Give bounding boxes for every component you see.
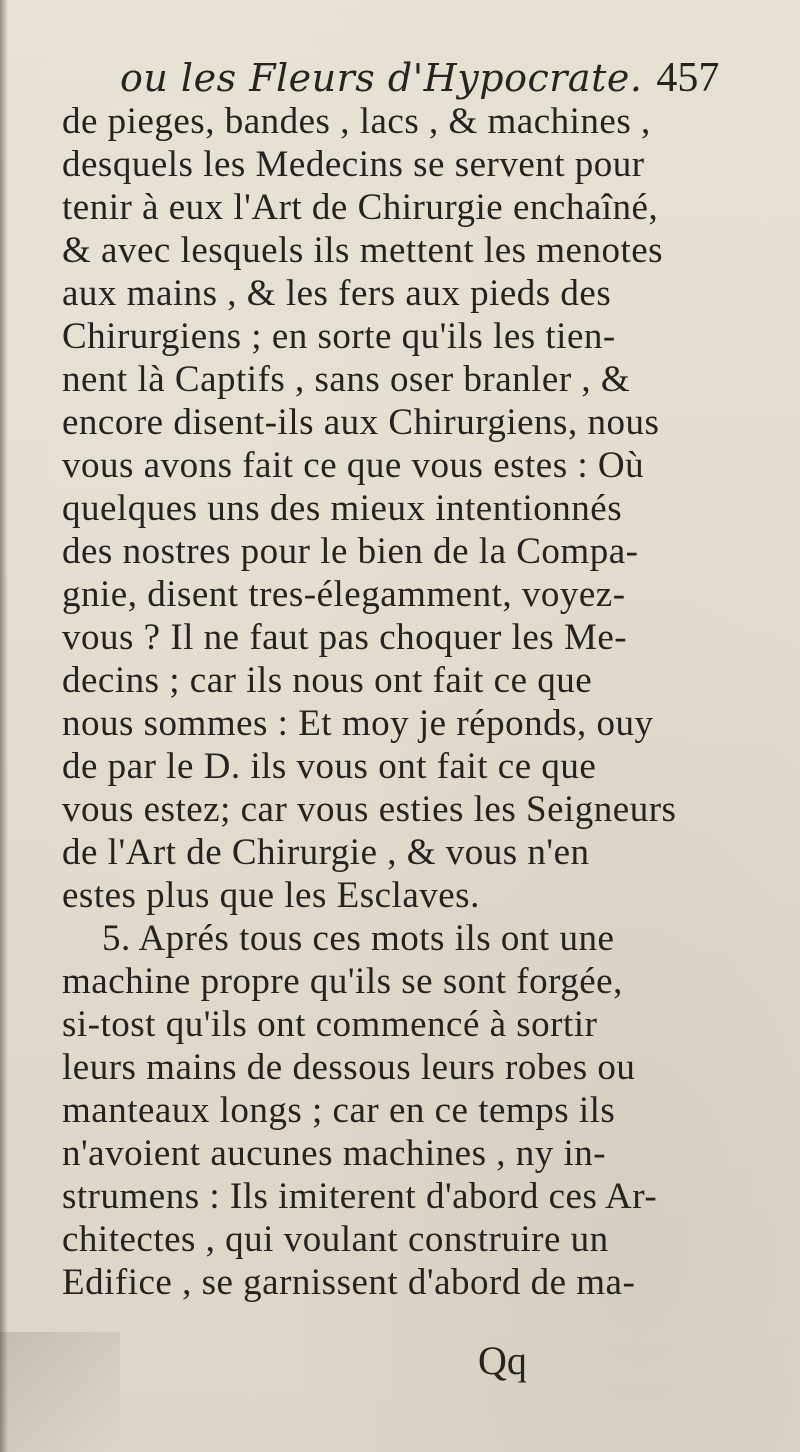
text-line: vous ? Il ne faut pas choquer les Me- bbox=[62, 617, 628, 658]
paragraph-start-line: 5. Aprés tous ces mots ils ont une bbox=[102, 918, 615, 959]
text-line: chitectes , qui voulant construire un bbox=[62, 1219, 609, 1260]
page-number: 457 bbox=[656, 55, 720, 101]
text-line: de pieges, bandes , lacs , & machines , bbox=[62, 101, 651, 142]
text-line: Chirurgiens ; en sorte qu'ils les tien- bbox=[62, 316, 616, 357]
signature-mark: Qq bbox=[478, 1338, 527, 1383]
text-line: nent là Captifs , sans oser branler , & bbox=[62, 359, 631, 400]
text-line: encore disent-ils aux Chirurgiens, nous bbox=[62, 402, 660, 443]
text-line: tenir à eux l'Art de Chirurgie enchaîné, bbox=[62, 187, 659, 228]
page-corner-shadow bbox=[0, 1332, 120, 1452]
text-line: Edifice , se garnissent d'abord de ma- bbox=[62, 1262, 636, 1303]
text-line: des nostres pour le bien de la Compa- bbox=[62, 531, 639, 572]
text-line: strumens : Ils imiterent d'abord ces Ar- bbox=[62, 1176, 658, 1217]
text-line: manteaux longs ; car en ce temps ils bbox=[62, 1090, 616, 1131]
text-line: decins ; car ils nous ont fait ce que bbox=[62, 660, 593, 701]
text-line: nous sommes : Et moy je réponds, ouy bbox=[62, 703, 654, 744]
page-gutter-shadow bbox=[0, 0, 8, 1452]
running-title: ou les Fleurs d'Hypocrate. bbox=[120, 56, 643, 100]
text-line: de l'Art de Chirurgie , & vous n'en bbox=[62, 832, 590, 873]
body-text bbox=[62, 100, 752, 1304]
text-line: de par le D. ils vous ont fait ce que bbox=[62, 746, 597, 787]
text-line: vous avons fait ce que vous estes : Où bbox=[62, 445, 645, 486]
text-line: gnie, disent tres-élegamment, voyez- bbox=[62, 574, 626, 615]
text-line: estes plus que les Esclaves. bbox=[62, 875, 480, 916]
text-line: quelques uns des mieux intentionnés bbox=[62, 488, 623, 529]
text-line: & avec lesquels ils mettent les menotes bbox=[62, 230, 664, 271]
text-line: desquels les Medecins se servent pour bbox=[62, 144, 645, 185]
text-line: vous estez; car vous esties les Seigneurs bbox=[62, 789, 677, 830]
text-line: leurs mains de dessous leurs robes ou bbox=[62, 1047, 636, 1088]
text-line: n'avoient aucunes machines , ny in- bbox=[62, 1133, 607, 1174]
text-line: machine propre qu'ils se sont forgée, bbox=[62, 961, 623, 1002]
text-line: si-tost qu'ils ont commencé à sortir bbox=[62, 1004, 598, 1045]
text-line: aux mains , & les fers aux pieds des bbox=[62, 273, 612, 314]
